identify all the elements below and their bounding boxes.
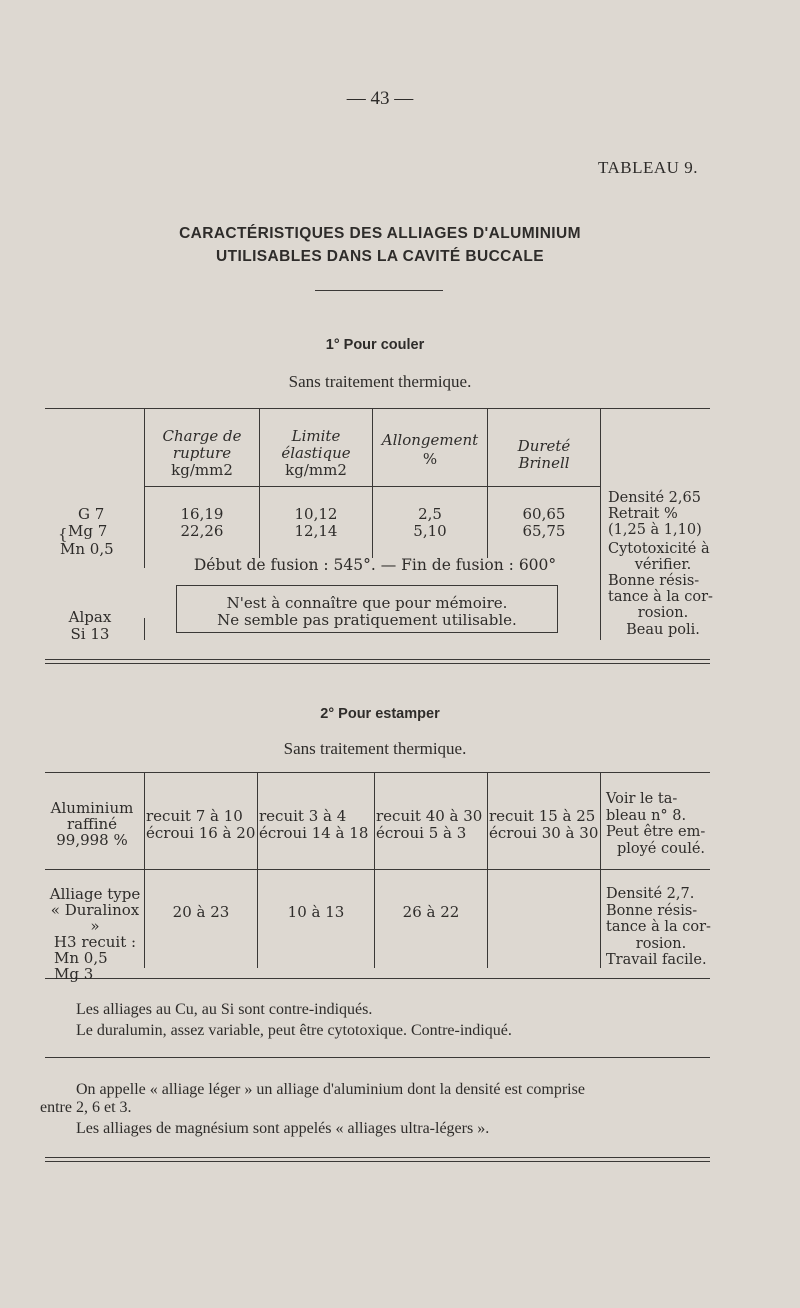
table-cell: recuit 40 à 30 écroui 5 à 3 [376,807,483,842]
notes-rule [45,1057,710,1058]
section1-heading: 1° Pour couler [325,337,425,353]
note-line: Ne semble pas pratiquement utilisable. [217,611,517,629]
durete-value: 65,75 [522,522,566,540]
table-label: TABLEAU 9. [598,158,698,177]
table-cell: recuit 3 à 4 écroui 14 à 18 [259,807,369,842]
table1-col-line [600,408,601,640]
row-label: Mn 0,5 [60,540,114,558]
charge-value: 16,19 [180,505,224,523]
table2-col-line [487,772,488,968]
charge-value: 22,26 [180,522,224,540]
table-cell: recuit 7 à 10 écroui 16 à 20 [146,807,256,842]
note-line: N'est à connaître que pour mémoire. [226,594,508,612]
section2-heading: 2° Pour estamper [320,706,440,722]
header-durete: Dureté Brinell [517,437,571,472]
page-subtitle: UTILISABLES DANS LA CAVITÉ BUCCALE [216,248,544,265]
row-label: { [58,525,68,543]
table2-col-line [257,772,258,968]
table-row-label: Alliage type « Duralinox » H3 recuit : Mn 0,5 Mg 3 [49,885,141,983]
allongement-value: 2,5 [418,505,442,523]
definition-paragraph: Les alliages de magnésium sont appelés « alliages ultra-légers ». [76,1120,490,1137]
note-paragraph: Les alliages au Cu, au Si sont contre-indiqués. [76,1001,373,1018]
table1-col-line [144,618,145,640]
remarks-column: Voir le ta- bleau n° 8. Peut être em- ployé coulé. [606,791,706,857]
table1-header-rule [144,486,600,487]
limite-value: 12,14 [294,522,338,540]
row-label: Mg 7 [68,522,108,540]
note-box-top [176,585,558,586]
remarks-column: Densité 2,7. Bonne résis- tance à la cor- rosion. Travail facile. [606,886,711,968]
section1-subheading: Sans traitement thermique. [288,372,472,391]
header-limite: Limite élastique kg/mm2 [281,427,351,479]
fusion-range: Début de fusion : 545°. — Fin de fusion : 600° [193,556,557,574]
row-label: G 7 [78,505,105,523]
table1-bottom-rule [45,659,710,660]
table-cell: recuit 15 à 25 écroui 30 à 30 [489,807,599,842]
note-paragraph: Le duralumin, assez variable, peut être cytotoxique. Contre-indiqué. [76,1022,512,1039]
table2-col-line [374,772,375,968]
page-title: CARACTÉRISTIQUES DES ALLIAGES D'ALUMINIUM [179,225,581,242]
table2-row-rule [45,869,710,870]
definition-paragraph: On appelle « alliage léger » un alliage d'aluminium dont la densité est comprise [76,1081,585,1098]
table-cell: 20 à 23 [172,903,230,921]
table-row-label: Aluminium raffiné 99,998 % [50,799,134,849]
section2-subheading: Sans traitement thermique. [283,739,467,758]
alpax-label: Alpax Si 13 [68,608,112,643]
page-number: — 43 — [346,88,414,109]
durete-value: 60,65 [522,505,566,523]
table1-bottom-rule [45,663,710,664]
page-bottom-rule [45,1157,710,1158]
limite-value: 10,12 [294,505,338,523]
page-bottom-rule [45,1161,710,1162]
table-cell: 26 à 22 [402,903,460,921]
header-allongement: Allongement % [381,431,479,468]
table-cell: 10 à 13 [287,903,345,921]
title-rule [315,290,443,291]
header-charge: Charge de rupture kg/mm2 [162,427,242,479]
remarks-column: Densité 2,65 Retrait % (1,25 à 1,10) Cytotoxicité à vérifier. Bonne résis- tance à la cor- rosion. Beau poli. [608,490,713,638]
table2-col-line [600,772,601,968]
allongement-value: 5,10 [413,522,447,540]
definition-paragraph: entre 2, 6 et 3. [40,1099,132,1116]
